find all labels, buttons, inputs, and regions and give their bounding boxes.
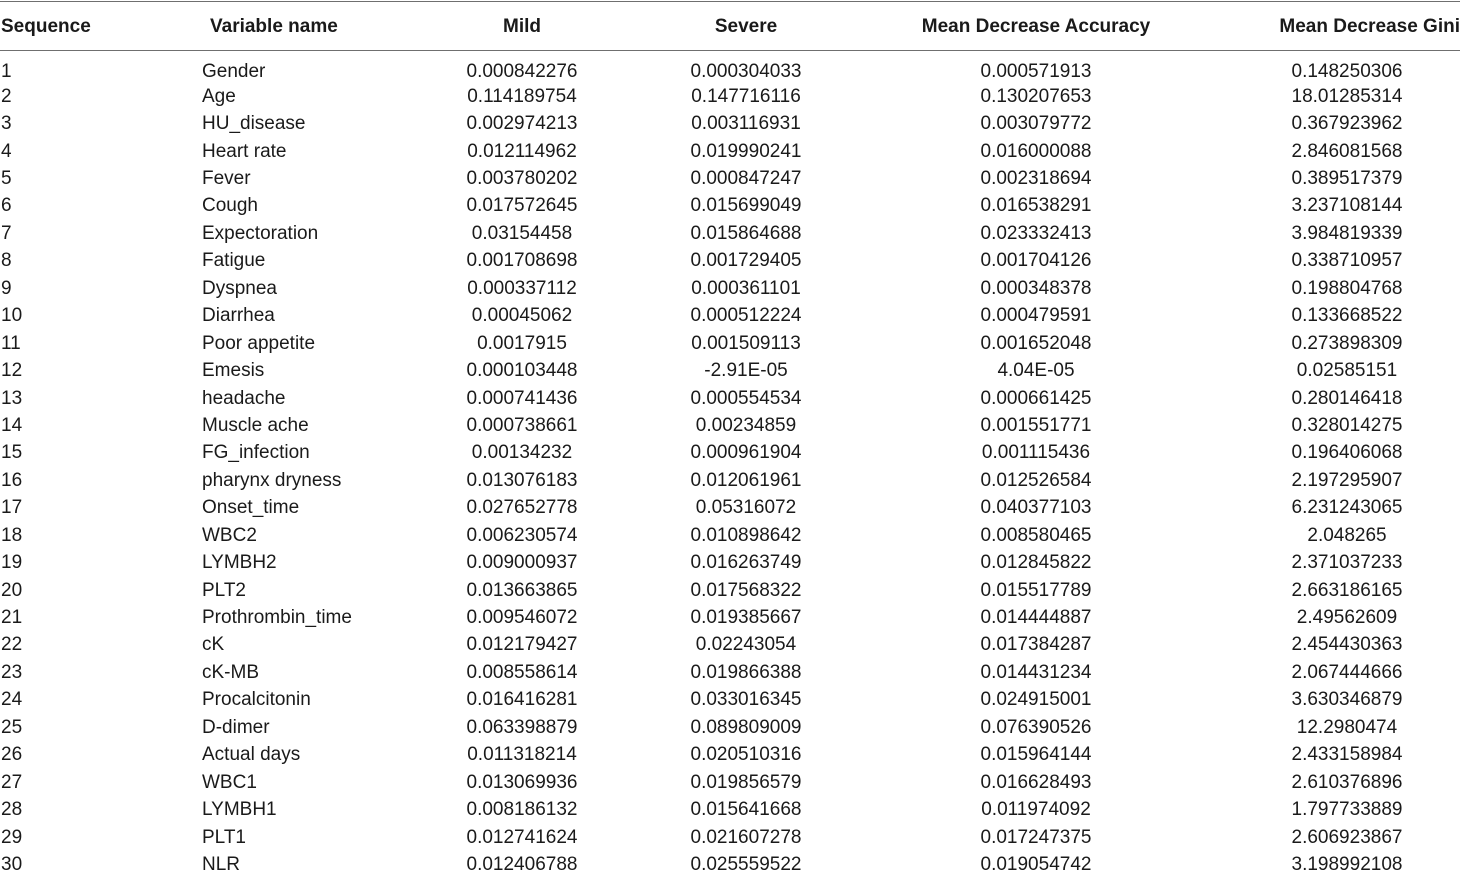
table-row <box>0 51 1460 83</box>
table-row <box>0 385 1460 412</box>
cell-mean-decrease-accuracy: 0.040377103 <box>980 497 1092 519</box>
cell-mild: 0.002974213 <box>466 113 578 135</box>
cell-severe: 0.00234859 <box>695 414 797 436</box>
cell-sequence: 10 <box>1 305 23 327</box>
cell-severe: 0.000554534 <box>690 387 802 409</box>
table-row <box>0 604 1460 631</box>
cell-sequence: 14 <box>1 414 23 436</box>
cell-mean-decrease-gini: 3.630346879 <box>1291 689 1403 711</box>
cell-mean-decrease-gini: 0.148250306 <box>1291 61 1403 82</box>
cell-severe: 0.019990241 <box>690 140 802 162</box>
header-row <box>0 0 1460 51</box>
table-row <box>0 357 1460 384</box>
cell-variable-name: Actual days <box>202 744 301 766</box>
cell-variable-name: Poor appetite <box>202 332 316 354</box>
cell-sequence: 26 <box>1 744 23 766</box>
cell-mean-decrease-accuracy: 0.019054742 <box>980 853 1092 875</box>
cell-mean-decrease-accuracy: 0.001652048 <box>980 332 1092 354</box>
cell-variable-name: pharynx dryness <box>202 469 342 491</box>
cell-mild: 0.000337112 <box>467 277 577 299</box>
cell-mean-decrease-gini: 2.048265 <box>1307 524 1387 546</box>
cell-mild: 0.008186132 <box>466 799 578 821</box>
table-header <box>0 0 1460 51</box>
cell-mean-decrease-accuracy: 0.024915001 <box>980 689 1092 711</box>
table-row <box>0 522 1460 549</box>
table-row <box>0 275 1460 302</box>
cell-severe: 0.000847247 <box>690 168 802 190</box>
cell-mean-decrease-gini: 2.606923867 <box>1291 826 1403 848</box>
table-row <box>0 549 1460 576</box>
cell-mean-decrease-accuracy: 0.001115436 <box>981 442 1091 464</box>
cell-mean-decrease-gini: 12.2980474 <box>1296 716 1398 738</box>
table-row <box>0 796 1460 823</box>
cell-variable-name: Gender <box>202 61 266 82</box>
cell-sequence: 1 <box>1 61 12 82</box>
cell-mean-decrease-accuracy: 0.003079772 <box>980 113 1092 135</box>
table-row <box>0 659 1460 686</box>
cell-mean-decrease-gini: 2.067444666 <box>1291 661 1403 683</box>
cell-severe: 0.089809009 <box>690 716 802 738</box>
table-row <box>0 303 1460 330</box>
cell-severe: 0.000361101 <box>691 277 801 299</box>
cell-variable-name: Cough <box>202 195 258 217</box>
cell-sequence: 3 <box>1 113 12 135</box>
cell-severe: 0.003116931 <box>691 113 801 135</box>
cell-mild: 0.017572645 <box>466 195 578 217</box>
cell-mean-decrease-gini: 2.610376896 <box>1291 771 1403 793</box>
cell-variable-name: Muscle ache <box>202 414 309 436</box>
table-row <box>0 220 1460 247</box>
cell-severe: 0.05316072 <box>695 497 797 519</box>
cell-severe: 0.015699049 <box>690 195 802 217</box>
cell-mild: 0.009546072 <box>466 607 578 629</box>
cell-sequence: 19 <box>1 552 23 574</box>
cell-severe: 0.000512224 <box>690 305 802 327</box>
cell-severe: 0.016263749 <box>690 552 802 574</box>
cell-sequence: 22 <box>1 634 23 656</box>
cell-severe: 0.025559522 <box>690 853 802 875</box>
cell-mean-decrease-accuracy: 0.002318694 <box>980 168 1092 190</box>
cell-variable-name: cK-MB <box>202 661 259 683</box>
cell-mean-decrease-accuracy: 0.012845822 <box>980 552 1092 574</box>
cell-variable-name: Diarrhea <box>202 305 275 327</box>
cell-severe: 0.019385667 <box>690 607 802 629</box>
cell-sequence: 17 <box>1 497 23 519</box>
cell-variable-name: Age <box>202 85 236 107</box>
cell-mean-decrease-accuracy: 0.011974092 <box>981 799 1091 821</box>
table-row <box>0 714 1460 741</box>
table-row <box>0 577 1460 604</box>
cell-mild: 0.0017915 <box>477 332 567 354</box>
cell-variable-name: PLT2 <box>202 579 247 601</box>
cell-severe: 0.02243054 <box>695 634 797 656</box>
cell-mean-decrease-accuracy: 4.04E-05 <box>997 360 1075 382</box>
cell-mild: 0.00045062 <box>471 305 573 327</box>
table-row <box>0 138 1460 165</box>
table-row <box>0 110 1460 137</box>
table-row <box>0 330 1460 357</box>
cell-mean-decrease-accuracy: 0.000571913 <box>980 61 1092 82</box>
cell-mean-decrease-accuracy: 0.017247375 <box>980 826 1092 848</box>
cell-mean-decrease-gini: 2.371037233 <box>1291 552 1403 574</box>
table-row <box>0 769 1460 796</box>
cell-mean-decrease-accuracy: 0.130207653 <box>980 85 1092 107</box>
cell-variable-name: Prothrombin_time <box>202 607 352 629</box>
cell-variable-name: LYMBH2 <box>202 552 277 574</box>
cell-sequence: 15 <box>1 442 23 464</box>
header-sequence: Sequence <box>1 15 91 37</box>
cell-variable-name: headache <box>202 387 286 409</box>
cell-variable-name: WBC2 <box>202 524 257 546</box>
table-row <box>0 412 1460 439</box>
cell-variable-name: Fever <box>202 168 251 190</box>
cell-variable-name: PLT1 <box>202 826 247 848</box>
header-variable-name: Variable name <box>210 15 338 37</box>
cell-mean-decrease-gini: 3.198992108 <box>1291 853 1403 875</box>
cell-severe: 0.015864688 <box>690 222 802 244</box>
cell-mean-decrease-gini: 0.338710957 <box>1291 250 1403 272</box>
cell-mean-decrease-gini: 0.196406068 <box>1291 442 1403 464</box>
table-row <box>0 248 1460 275</box>
cell-mean-decrease-accuracy: 0.001704126 <box>980 250 1092 272</box>
cell-sequence: 9 <box>1 277 12 299</box>
cell-mean-decrease-gini: 0.273898309 <box>1291 332 1403 354</box>
cell-mild: 0.006230574 <box>466 524 578 546</box>
cell-sequence: 23 <box>1 661 23 683</box>
cell-severe: 0.017568322 <box>690 579 802 601</box>
cell-severe: 0.015641668 <box>690 799 802 821</box>
cell-variable-name: LYMBH1 <box>202 799 277 821</box>
cell-mean-decrease-gini: 3.237108144 <box>1291 195 1403 217</box>
cell-mean-decrease-gini: 1.797733889 <box>1291 799 1403 821</box>
cell-variable-name: Emesis <box>202 360 265 382</box>
cell-mild: 0.000842276 <box>466 61 578 82</box>
cell-variable-name: D-dimer <box>202 716 270 738</box>
cell-sequence: 16 <box>1 469 23 491</box>
header-mild: Mild <box>503 15 541 37</box>
cell-variable-name: FG_infection <box>202 442 310 464</box>
table-row <box>0 165 1460 192</box>
cell-variable-name: WBC1 <box>202 771 257 793</box>
cell-variable-name: Onset_time <box>202 497 300 519</box>
cell-mild: 0.000738661 <box>466 414 578 436</box>
cell-sequence: 25 <box>1 716 23 738</box>
cell-mean-decrease-gini: 2.454430363 <box>1291 634 1403 656</box>
cell-mild: 0.03154458 <box>471 222 573 244</box>
cell-mean-decrease-gini: 6.231243065 <box>1291 497 1403 519</box>
cell-mean-decrease-accuracy: 0.000479591 <box>980 305 1092 327</box>
cell-severe: -2.91E-05 <box>704 360 788 382</box>
cell-mean-decrease-accuracy: 0.016628493 <box>980 771 1092 793</box>
cell-mild: 0.009000937 <box>466 552 578 574</box>
cell-mean-decrease-accuracy: 0.008580465 <box>980 524 1092 546</box>
cell-mild: 0.012179427 <box>466 634 578 656</box>
table-row <box>0 83 1460 110</box>
cell-severe: 0.001509113 <box>691 332 801 354</box>
cell-severe: 0.020510316 <box>690 744 802 766</box>
cell-severe: 0.147716116 <box>691 85 801 107</box>
table-body <box>0 51 1460 879</box>
cell-mild: 0.013076183 <box>466 469 578 491</box>
cell-mild: 0.001708698 <box>466 250 578 272</box>
cell-mean-decrease-accuracy: 0.014431234 <box>980 661 1092 683</box>
table-row <box>0 440 1460 467</box>
cell-mean-decrease-accuracy: 0.015964144 <box>980 744 1092 766</box>
cell-mean-decrease-accuracy: 0.016538291 <box>980 195 1092 217</box>
header-severe: Severe <box>714 15 778 37</box>
cell-mild: 0.000103448 <box>466 360 578 382</box>
cell-sequence: 29 <box>1 826 23 848</box>
cell-variable-name: Fatigue <box>202 250 266 272</box>
cell-variable-name: Procalcitonin <box>202 689 311 711</box>
cell-mean-decrease-gini: 2.433158984 <box>1291 744 1403 766</box>
cell-sequence: 2 <box>1 85 12 107</box>
cell-mild: 0.003780202 <box>466 168 578 190</box>
cell-severe: 0.021607278 <box>690 826 802 848</box>
cell-mild: 0.008558614 <box>466 661 578 683</box>
cell-variable-name: cK <box>202 634 225 656</box>
cell-mean-decrease-accuracy: 0.014444887 <box>980 607 1092 629</box>
cell-mild: 0.027652778 <box>466 497 578 519</box>
cell-sequence: 8 <box>1 250 12 272</box>
cell-mean-decrease-accuracy: 0.001551771 <box>980 414 1092 436</box>
cell-sequence: 20 <box>1 579 23 601</box>
cell-mild: 0.063398879 <box>466 716 578 738</box>
cell-mild: 0.000741436 <box>466 387 578 409</box>
cell-sequence: 21 <box>1 607 23 629</box>
cell-mild: 0.013069936 <box>466 771 578 793</box>
cell-sequence: 11 <box>1 332 21 354</box>
cell-mean-decrease-gini: 0.198804768 <box>1291 277 1403 299</box>
cell-severe: 0.019856579 <box>690 771 802 793</box>
cell-mean-decrease-accuracy: 0.016000088 <box>980 140 1092 162</box>
header-mean-decrease-accuracy: Mean Decrease Accuracy <box>921 15 1151 37</box>
cell-sequence: 13 <box>1 387 23 409</box>
table-row <box>0 824 1460 851</box>
table-row <box>0 851 1460 878</box>
cell-sequence: 4 <box>1 140 12 162</box>
cell-mean-decrease-gini: 0.389517379 <box>1291 168 1403 190</box>
cell-mean-decrease-gini: 2.663186165 <box>1291 579 1403 601</box>
table-row <box>0 632 1460 659</box>
cell-mean-decrease-gini: 3.984819339 <box>1291 222 1403 244</box>
cell-mild: 0.016416281 <box>466 689 578 711</box>
cell-sequence: 5 <box>1 168 12 190</box>
cell-mean-decrease-accuracy: 0.000348378 <box>980 277 1092 299</box>
cell-variable-name: NLR <box>202 853 241 875</box>
cell-mean-decrease-gini: 18.01285314 <box>1291 85 1403 107</box>
cell-mean-decrease-accuracy: 0.000661425 <box>980 387 1092 409</box>
cell-mean-decrease-gini: 0.367923962 <box>1291 113 1403 135</box>
table-row <box>0 687 1460 714</box>
cell-sequence: 28 <box>1 799 23 821</box>
cell-mild: 0.012406788 <box>466 853 578 875</box>
cell-variable-name: Expectoration <box>202 222 319 244</box>
cell-mean-decrease-gini: 2.49562609 <box>1296 607 1398 629</box>
cell-mild: 0.012114962 <box>467 140 577 162</box>
cell-severe: 0.019866388 <box>690 661 802 683</box>
cell-mild: 0.013663865 <box>466 579 578 601</box>
cell-severe: 0.010898642 <box>690 524 802 546</box>
cell-mean-decrease-accuracy: 0.015517789 <box>980 579 1092 601</box>
cell-severe: 0.000961904 <box>690 442 802 464</box>
cell-severe: 0.033016345 <box>690 689 802 711</box>
cell-mean-decrease-gini: 2.846081568 <box>1291 140 1403 162</box>
cell-severe: 0.000304033 <box>690 61 802 82</box>
cell-mean-decrease-gini: 0.133668522 <box>1291 305 1403 327</box>
cell-severe: 0.001729405 <box>690 250 802 272</box>
cell-mean-decrease-gini: 2.197295907 <box>1291 469 1403 491</box>
cell-mean-decrease-accuracy: 0.023332413 <box>980 222 1092 244</box>
cell-sequence: 6 <box>1 195 12 217</box>
cell-sequence: 7 <box>1 222 12 244</box>
cell-mean-decrease-gini: 0.328014275 <box>1291 414 1403 436</box>
cell-variable-name: Dyspnea <box>202 277 277 299</box>
cell-variable-name: Heart rate <box>202 140 287 162</box>
cell-mild: 0.012741624 <box>466 826 578 848</box>
table-row <box>0 467 1460 494</box>
cell-mild: 0.00134232 <box>471 442 573 464</box>
cell-mild: 0.114189754 <box>467 85 577 107</box>
header-mean-decrease-gini: Mean Decrease Gini <box>1279 15 1460 37</box>
cell-mean-decrease-gini: 0.02585151 <box>1296 360 1398 382</box>
cell-sequence: 18 <box>1 524 23 546</box>
cell-variable-name: HU_disease <box>202 113 306 135</box>
cell-sequence: 24 <box>1 689 23 711</box>
cell-sequence: 12 <box>1 360 23 382</box>
cell-severe: 0.012061961 <box>690 469 802 491</box>
cell-mean-decrease-accuracy: 0.012526584 <box>980 469 1092 491</box>
cell-mean-decrease-accuracy: 0.076390526 <box>980 716 1092 738</box>
cell-sequence: 30 <box>1 853 23 875</box>
cell-sequence: 27 <box>1 771 23 793</box>
cell-mean-decrease-accuracy: 0.017384287 <box>980 634 1092 656</box>
table-row <box>0 742 1460 769</box>
cell-mean-decrease-gini: 0.280146418 <box>1291 387 1403 409</box>
table-row <box>0 495 1460 522</box>
table-row <box>0 193 1460 220</box>
cell-mild: 0.011318214 <box>467 744 577 766</box>
